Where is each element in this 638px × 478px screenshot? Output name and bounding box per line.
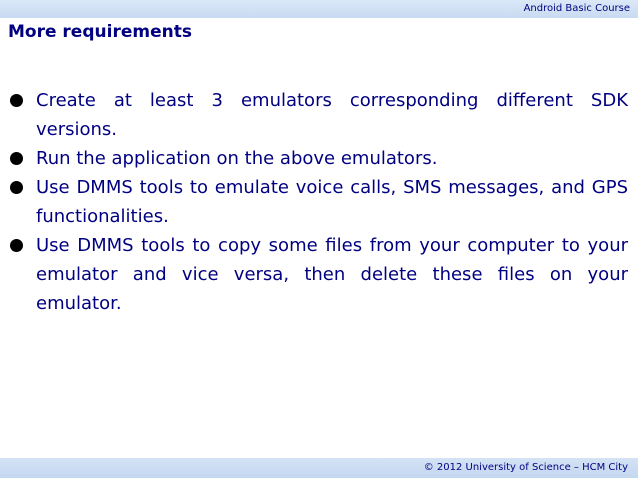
copyright-text: © 2012 University of Science – HCM City xyxy=(423,462,628,473)
bullet-item xyxy=(8,173,628,231)
course-title: Android Basic Course xyxy=(523,3,630,14)
bullet-text: Use DMMS tools to copy some files from your computer to your emulator and vice versa, then delete these files on your emulator. xyxy=(36,235,628,314)
footer-bar xyxy=(0,458,638,478)
bullet-text: Use DMMS tools to emulate voice calls, SMS messages, and GPS functionalities. xyxy=(36,177,628,227)
bullet-text: Create at least 3 emulators corresponding different SDK versions. xyxy=(36,90,628,140)
bullet-dot-icon xyxy=(10,152,23,165)
bullet-item xyxy=(8,144,628,173)
bullet-text: Run the application on the above emulators. xyxy=(36,148,438,169)
bullet-dot-icon xyxy=(10,239,23,252)
bullet-dot-icon xyxy=(10,94,23,107)
bullet-dot-icon xyxy=(10,181,23,194)
bullet-item xyxy=(8,86,628,144)
header-bar xyxy=(0,0,638,18)
bullet-list xyxy=(8,86,628,318)
slide-title: More requirements xyxy=(8,22,192,42)
bullet-item xyxy=(8,231,628,318)
